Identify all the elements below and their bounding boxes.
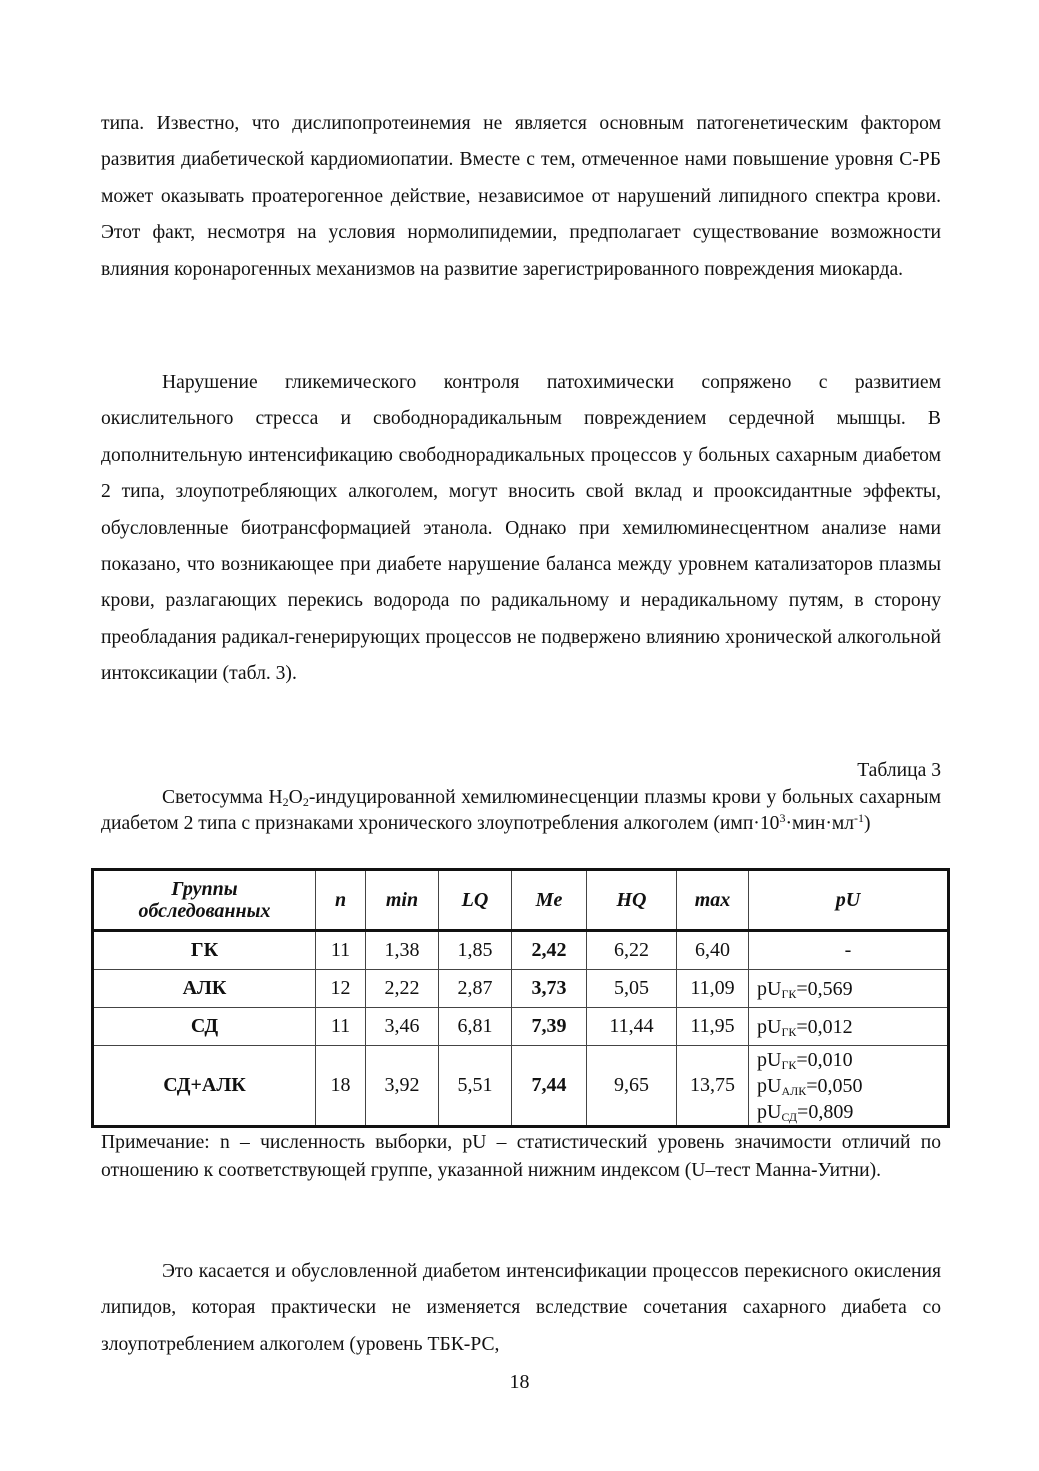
header-max: max xyxy=(677,870,749,931)
cell-lq: 1,85 xyxy=(439,931,512,970)
cell-me: 7,39 xyxy=(512,1008,587,1046)
pu-line xyxy=(757,1099,947,1125)
table-header-row xyxy=(93,870,949,931)
cell-max: 13,75 xyxy=(677,1046,749,1127)
header-n: n xyxy=(316,870,366,931)
table-caption xyxy=(101,785,941,837)
caption-part-4: ·мин·мл xyxy=(785,813,855,834)
pu-base: pU xyxy=(757,1074,782,1097)
cell-max: 11,95 xyxy=(677,1008,749,1046)
cell-pu: - xyxy=(749,931,949,970)
cell-me: 2,42 xyxy=(512,931,587,970)
header-min: min xyxy=(366,870,439,931)
pu-line xyxy=(757,1073,947,1099)
caption-part-3: -индуцированной хемилюминесценции плазмы крови у больных сахарным диабетом 2 типа с признаками хронического злоупотребления алкоголем (имп·10 xyxy=(101,787,941,834)
caption-part-5: ) xyxy=(864,813,871,834)
cell-me: 3,73 xyxy=(512,970,587,1008)
caption-sup-1: 3 xyxy=(779,811,786,825)
pu-value: =0,809 xyxy=(797,1100,854,1123)
cell-min: 3,92 xyxy=(366,1046,439,1127)
table-number-label: Таблица 3 xyxy=(857,760,941,781)
cell-min: 3,46 xyxy=(366,1008,439,1046)
table-row xyxy=(93,931,949,970)
table-row xyxy=(93,1008,949,1046)
pu-subscript: СД xyxy=(781,1109,798,1124)
cell-hq: 11,44 xyxy=(587,1008,677,1046)
paragraph-1-text: типа. Известно, что дислипопротеинемия не является основным патогенетическим фактором развития диабетической кардиомиопатии. Вместе с тем, отмеченное нами повышение уровня С-РБ может оказывать проатерогенное действие, независимое от нарушений липидного спектра крови. Этот факт, несмотря на условия нормолипидемии, предполагает существование возможности влияния коронарогенных механизмов на развитие зарегистрированного повреждения миокарда. xyxy=(101,113,941,280)
caption-sub-2: 2 xyxy=(302,795,309,809)
cell-min: 2,22 xyxy=(366,970,439,1008)
header-me: Me xyxy=(512,870,587,931)
header-group-line2: обследованных xyxy=(138,900,271,922)
paragraph-3 xyxy=(101,1254,941,1363)
header-hq: HQ xyxy=(587,870,677,931)
cell-group: СД+АЛК xyxy=(93,1046,316,1127)
data-table xyxy=(91,868,950,1128)
cell-group: АЛК xyxy=(93,970,316,1008)
cell-pu xyxy=(749,970,949,1008)
cell-max: 6,40 xyxy=(677,931,749,970)
pu-value: =0,012 xyxy=(796,1015,853,1038)
pu-value: =0,010 xyxy=(796,1048,853,1071)
cell-n: 12 xyxy=(316,970,366,1008)
pu-subscript: ГК xyxy=(781,1024,797,1039)
paragraph-2 xyxy=(101,365,941,693)
pu-base: pU xyxy=(757,1015,782,1038)
pu-value: =0,050 xyxy=(806,1074,863,1097)
table-row xyxy=(93,970,949,1008)
caption-part-1: Светосумма H xyxy=(162,787,283,808)
cell-hq: 6,22 xyxy=(587,931,677,970)
pu-subscript: ГК xyxy=(781,986,797,1001)
cell-n: 18 xyxy=(316,1046,366,1127)
cell-min: 1,38 xyxy=(366,931,439,970)
pu-subscript: ГК xyxy=(781,1057,797,1072)
pu-base: pU xyxy=(757,1048,782,1071)
header-pu: pU xyxy=(749,870,949,931)
header-lq: LQ xyxy=(439,870,512,931)
cell-group: СД xyxy=(93,1008,316,1046)
table-row xyxy=(93,1046,949,1127)
cell-lq: 6,81 xyxy=(439,1008,512,1046)
table-note: Примечание: n – численность выборки, pU – статистический уровень значимости отличий по отношению к соответствующей группе, указанной нижним индексом (U–тест Манна-Уитни). xyxy=(101,1132,941,1181)
paragraph-3-text: Это касается и обусловленной диабетом интенсификации процессов перекисного окисления липидов, которая практически не изменяется вследствие сочетания сахарного диабета со злоупотреблением алкоголем (уровень ТБК-РС, xyxy=(101,1261,941,1355)
paragraph-2-text: Нарушение гликемического контроля патохимически сопряжено с развитием окислительного стресса и свободнорадикальным повреждением сердечной мышцы. В дополнительную интенсификацию свободнорадикальных процессов у больных сахарным диабетом 2 типа, злоупотребляющих алкоголем, могут вносить свой вклад и прооксидантные эффекты, обусловленные биотрансформацией этанола. Однако при хемилюминесцентном анализе нами показано, что возникающее при диабете нарушение баланса между уровнем катализаторов плазмы крови, разлагающих перекись водорода по радикальному и нерадикальному путям, в сторону преобладания радикал-генерирующих процессов не подвержено влиянию хронической алкогольной интоксикации (табл. 3). xyxy=(101,372,941,685)
cell-n: 11 xyxy=(316,931,366,970)
cell-hq: 9,65 xyxy=(587,1046,677,1127)
cell-lq: 5,51 xyxy=(439,1046,512,1127)
header-group-line1: Группы xyxy=(171,878,238,900)
caption-part-2: O xyxy=(288,787,303,808)
cell-me: 7,44 xyxy=(512,1046,587,1127)
caption-sub-1: 2 xyxy=(282,795,289,809)
caption-sup-2: -1 xyxy=(854,811,865,825)
cell-lq: 2,87 xyxy=(439,970,512,1008)
pu-base: pU xyxy=(757,1100,782,1123)
pu-base: pU xyxy=(757,977,782,1000)
cell-group: ГК xyxy=(93,931,316,970)
page-number: 18 xyxy=(509,1371,530,1393)
cell-n: 11 xyxy=(316,1008,366,1046)
pu-subscript: АЛК xyxy=(781,1083,807,1098)
paragraph-1 xyxy=(101,106,941,288)
cell-pu xyxy=(749,1008,949,1046)
cell-pu xyxy=(749,1046,949,1127)
header-group xyxy=(93,870,316,931)
cell-max: 11,09 xyxy=(677,970,749,1008)
cell-hq: 5,05 xyxy=(587,970,677,1008)
pu-value: =0,569 xyxy=(796,977,853,1000)
pu-line xyxy=(757,1047,947,1073)
